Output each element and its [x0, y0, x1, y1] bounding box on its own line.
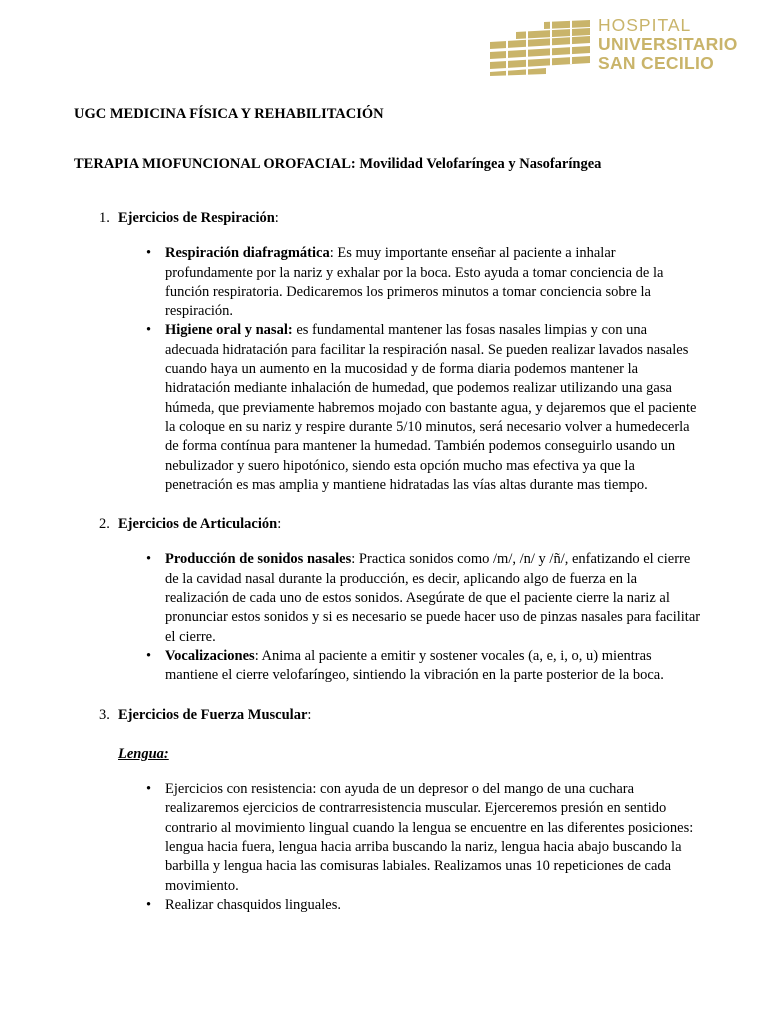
unit-heading: UGC MEDICINA FÍSICA Y REHABILITACIÓN	[74, 106, 384, 122]
list-item: • Ejercicios con resistencia: con ayuda de un depresor o del mango de una cuchara realizaremos ejercicios de contrarresistencia muscular. Ejerceremos presión en sentido contrario al movimiento lingual cuando la lengua se encuentre en las diferentes posiciones: lengua hacia fuera, lengua hacia arriba buscando la nariz, lengua hacia abajo buscando la barbilla y lengua hacia las comisuras labiales. Realizamos unas 10 repeticiones de cada movimiento.	[165, 780, 704, 896]
item-sep: :	[254, 647, 259, 664]
section-articulacion	[99, 515, 704, 534]
section-colon: :	[277, 516, 282, 533]
item-term: Producción de sonidos nasales	[165, 551, 352, 568]
document-body	[74, 104, 704, 915]
list-item	[165, 647, 704, 686]
list-item	[165, 244, 704, 321]
item-text: Es muy importante enseñar al paciente a inhalar profundamente por la nariz y exhalar por la boca. Esto ayuda a tomar conciencia de la función respiratoria. Dedicaremos los primeros minutos a tomar conciencia sobre la respiración.	[165, 245, 664, 320]
list-item	[165, 321, 704, 495]
item-sep: :	[329, 245, 334, 262]
item-term: Higiene oral y nasal:	[165, 322, 293, 339]
subheading-lengua: Lengua:	[118, 745, 169, 762]
item-text: Anima al paciente a emitir y sostener vocales (a, e, i, o, u) mientras mantiene el cierre velofaríngeo, sintiendo la vibración en la parte posterior de la boca.	[165, 647, 664, 684]
logo-mark-icon	[486, 18, 590, 76]
section-number: 2.	[99, 516, 110, 533]
section-number: 3.	[99, 706, 110, 723]
logo-text	[598, 16, 738, 73]
item-term: Vocalizaciones	[165, 647, 255, 664]
item-text: Practica sonidos como /m/, /n/ y /ñ/, enfatizando el cierre de la cavidad nasal durante la producción, es decir, aplicando algo de fuerza en la realización de cada uno de estos sonidos. Asegúrate de que el paciente cierre la nariz al pronunciar estos sonidos y si es necesario se puede hacer uso de pinzas nasales para facilitar el cierre.	[165, 551, 701, 645]
bullet-list	[74, 780, 704, 915]
section-respiracion	[99, 209, 704, 228]
document-title	[74, 154, 704, 174]
title-bold: TERAPIA MIOFUNCIONAL OROFACIAL:	[74, 156, 356, 172]
logo-line-san-cecilio: SAN CECILIO	[598, 53, 715, 73]
section-heading: Ejercicios de Respiración	[118, 210, 275, 226]
bullet-list	[74, 550, 704, 685]
logo-line-universitario: UNIVERSITARIO	[598, 34, 738, 54]
section-heading: Ejercicios de Articulación	[118, 516, 278, 533]
list-item	[165, 550, 704, 646]
section-heading: Ejercicios de Fuerza Muscular	[118, 706, 308, 723]
item-text: es fundamental mantener las fosas nasales limpias y con una adecuada hidratación para facilitar la respiración nasal. Se pueden realizar lavados nasales cuando haya un aumento en la mucosidad y de forma diaria podemos mantener la hidratación mediante inhalación de humedad, que podemos realizar utilizando una gasa húmeda, que previamente habremos mojado con bastante agua, y dejaremos que el paciente la coloque en su nariz y respire durante 5/10 minutos, será necesario volver a humedecerla de forma contínua para mantener la humedad. También podemos conseguirlo usando un nebulizador y suero hipotónico, siendo esta opción mucho mas efectiva ya que la penetración es mas amplia y mantiene hidratadas las vías altas durante mas tiempo.	[165, 322, 697, 493]
section-number: 1.	[99, 210, 110, 226]
item-term: Respiración diafragmática	[165, 245, 330, 262]
item-sep: :	[351, 551, 356, 568]
title-rest: Movilidad Velofaríngea y Nasofaríngea	[355, 156, 602, 172]
bullet-list	[74, 244, 704, 495]
logo-line-hospital: HOSPITAL	[598, 15, 692, 35]
hospital-logo	[486, 16, 736, 78]
section-colon: :	[274, 210, 279, 226]
list-item: • Realizar chasquidos linguales.	[165, 896, 704, 915]
section-fuerza-muscular	[99, 706, 704, 725]
section-colon: :	[307, 706, 312, 723]
